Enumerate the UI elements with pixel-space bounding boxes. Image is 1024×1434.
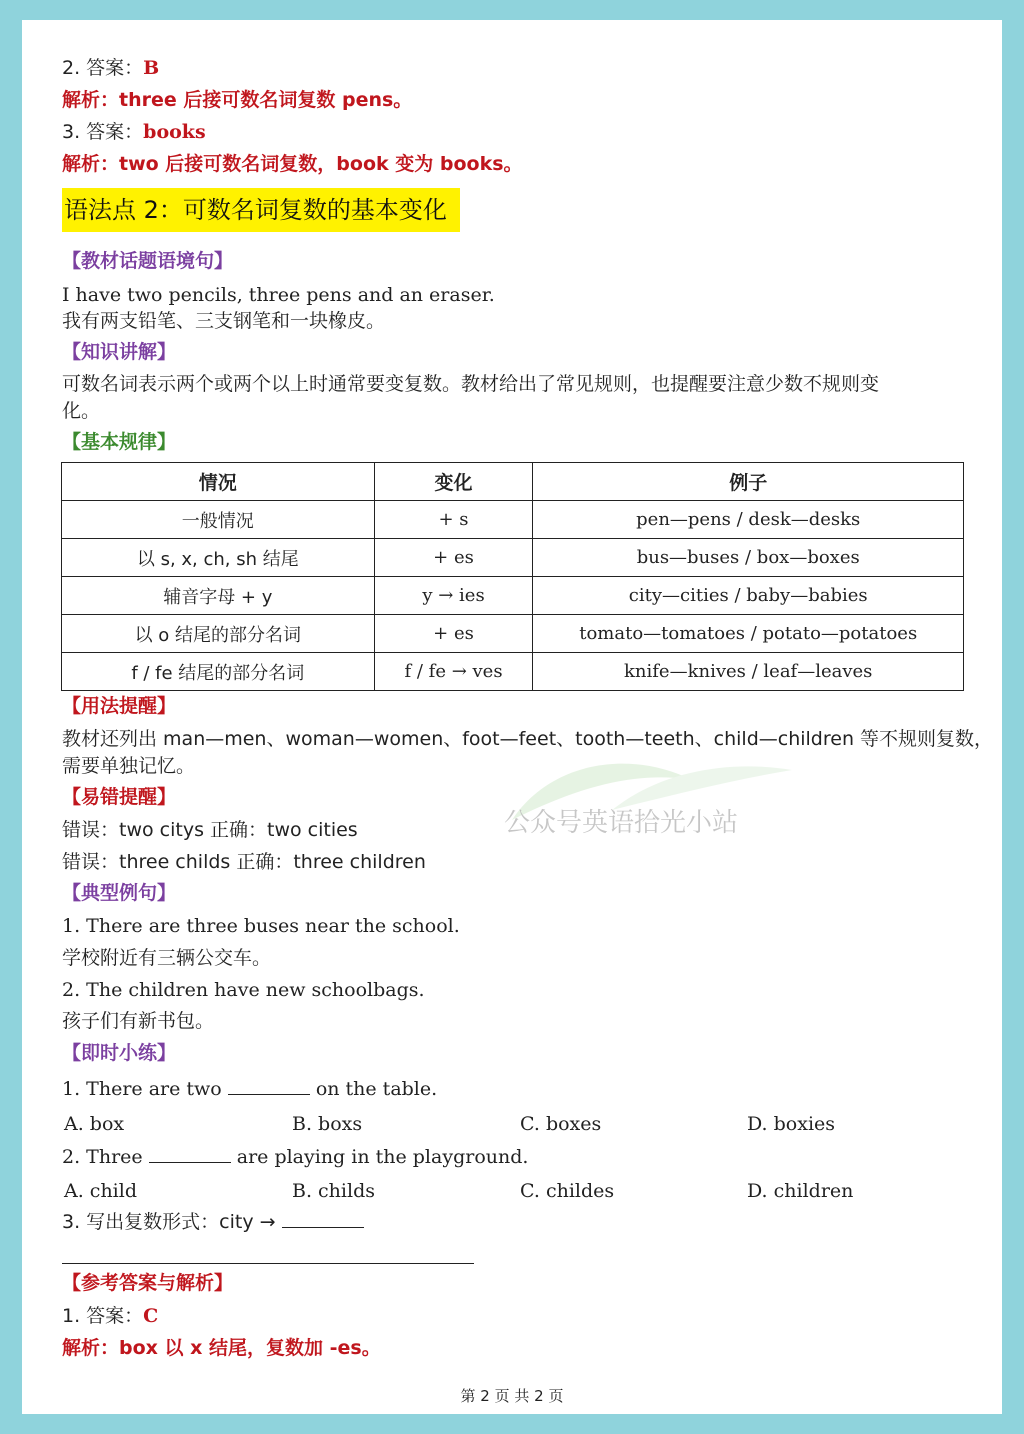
prev-explain-2: 解析：three 后接可数名词复数 pens。: [62, 89, 413, 111]
q2-suffix: are playing in the playground.: [236, 1146, 529, 1168]
header-change: 变化: [374, 463, 533, 501]
table-row: [62, 615, 964, 653]
answer-value: C: [143, 1305, 159, 1327]
practice-q2: [62, 1144, 528, 1169]
cell-situation: 一般情况: [62, 501, 375, 539]
table-row: [62, 539, 964, 577]
context-en: I have two pencils, three pens and an eraser.: [62, 284, 495, 306]
cell-example: tomato—tomatoes / potato—potatoes: [533, 615, 964, 653]
answer-label: 1. 答案：: [62, 1305, 144, 1327]
q2-option-c[interactable]: C. childes: [520, 1180, 615, 1202]
cell-example: bus—buses / box—boxes: [533, 539, 964, 577]
context-tag: 【教材话题语境句】: [62, 250, 234, 272]
table-header-row: [62, 463, 964, 501]
errors-tag: 【易错提醒】: [62, 786, 177, 808]
cell-example: city—cities / baby—babies: [533, 577, 964, 615]
q3-blank[interactable]: [282, 1209, 364, 1228]
cell-situation: 以 o 结尾的部分名词: [62, 615, 375, 653]
q1-suffix: on the table.: [315, 1078, 438, 1100]
example-1-cn: 学校附近有三辆公交车。: [62, 947, 272, 969]
example-2-cn: 孩子们有新书包。: [62, 1010, 215, 1032]
q2-option-d[interactable]: D. children: [747, 1180, 854, 1202]
q1-blank[interactable]: [228, 1076, 310, 1095]
rules-table: [61, 462, 964, 691]
header-situation: 情况: [62, 463, 375, 501]
context-cn: 我有两支铅笔、三支钢笔和一块橡皮。: [62, 310, 386, 332]
q2-prefix: 2. Three: [62, 1146, 143, 1168]
header-example: 例子: [533, 463, 964, 501]
cell-change: + es: [374, 615, 533, 653]
watermark-text: 公众号英语拾光小站: [504, 808, 739, 838]
q1-option-b[interactable]: B. boxs: [292, 1113, 363, 1135]
practice-q1: [62, 1076, 437, 1101]
q2-blank[interactable]: [149, 1144, 231, 1163]
usage-tag: 【用法提醒】: [62, 695, 177, 717]
document-page: [22, 20, 1002, 1414]
example-1-en: 1. There are three buses near the school.: [62, 915, 460, 937]
prev-answer-3: [62, 120, 206, 144]
practice-tag: 【即时小练】: [62, 1042, 177, 1064]
errors-line-2: 错误：three childs 正确：three children: [62, 851, 426, 873]
q2-option-a[interactable]: A. child: [64, 1180, 137, 1202]
knowledge-tag: 【知识讲解】: [62, 341, 177, 363]
answers-tag: 【参考答案与解析】: [62, 1272, 234, 1294]
answer-1-explain: 解析：box 以 x 结尾，复数加 -es。: [62, 1337, 381, 1359]
errors-line-1: 错误：two citys 正确：two cities: [62, 819, 358, 841]
q1-prefix: 1. There are two: [62, 1078, 222, 1100]
q1-option-c[interactable]: C. boxes: [520, 1113, 602, 1135]
q3-prefix: 3. 写出复数形式：city →: [62, 1211, 276, 1233]
prev-answer-2: [62, 56, 159, 80]
answer-value: books: [143, 121, 206, 143]
table-row: [62, 577, 964, 615]
cell-example: knife—knives / leaf—leaves: [533, 653, 964, 691]
cell-change: f / fe → ves: [374, 653, 533, 691]
table-row: [62, 501, 964, 539]
table-row: [62, 653, 964, 691]
practice-q3: [62, 1209, 364, 1234]
knowledge-line-2: 化。: [62, 400, 101, 422]
usage-line-1: 教材还列出 man—men、woman—women、foot—feet、tooth—teeth、child—children 等不规则复数，: [62, 728, 994, 750]
cell-situation: 以 s, x, ch, sh 结尾: [62, 539, 375, 577]
divider: [62, 1263, 474, 1264]
cell-change: + es: [374, 539, 533, 577]
rules-tag: 【基本规律】: [62, 431, 177, 453]
examples-tag: 【典型例句】: [62, 882, 177, 904]
example-2-en: 2. The children have new schoolbags.: [62, 979, 425, 1001]
q2-option-b[interactable]: B. childs: [292, 1180, 375, 1202]
page-footer: 第 2 页 共 2 页: [460, 1387, 564, 1405]
knowledge-line-1: 可数名词表示两个或两个以上时通常要变复数。教材给出了常见规则，也提醒要注意少数不规则变: [62, 373, 880, 395]
prev-explain-3: 解析：two 后接可数名词复数，book 变为 books。: [62, 153, 523, 175]
answer-label: 3. 答案：: [62, 121, 144, 143]
q1-option-a[interactable]: A. box: [64, 1113, 125, 1135]
usage-line-2: 需要单独记忆。: [62, 755, 196, 777]
cell-change: + s: [374, 501, 533, 539]
answer-value: B: [143, 57, 160, 79]
cell-change: y → ies: [374, 577, 533, 615]
answer-label: 2. 答案：: [62, 57, 144, 79]
q1-option-d[interactable]: D. boxies: [747, 1113, 836, 1135]
cell-example: pen—pens / desk—desks: [533, 501, 964, 539]
section-title: 语法点 2：可数名词复数的基本变化: [62, 188, 460, 232]
cell-situation: 辅音字母 + y: [62, 577, 375, 615]
cell-situation: f / fe 结尾的部分名词: [62, 653, 375, 691]
answer-1: [62, 1304, 158, 1328]
